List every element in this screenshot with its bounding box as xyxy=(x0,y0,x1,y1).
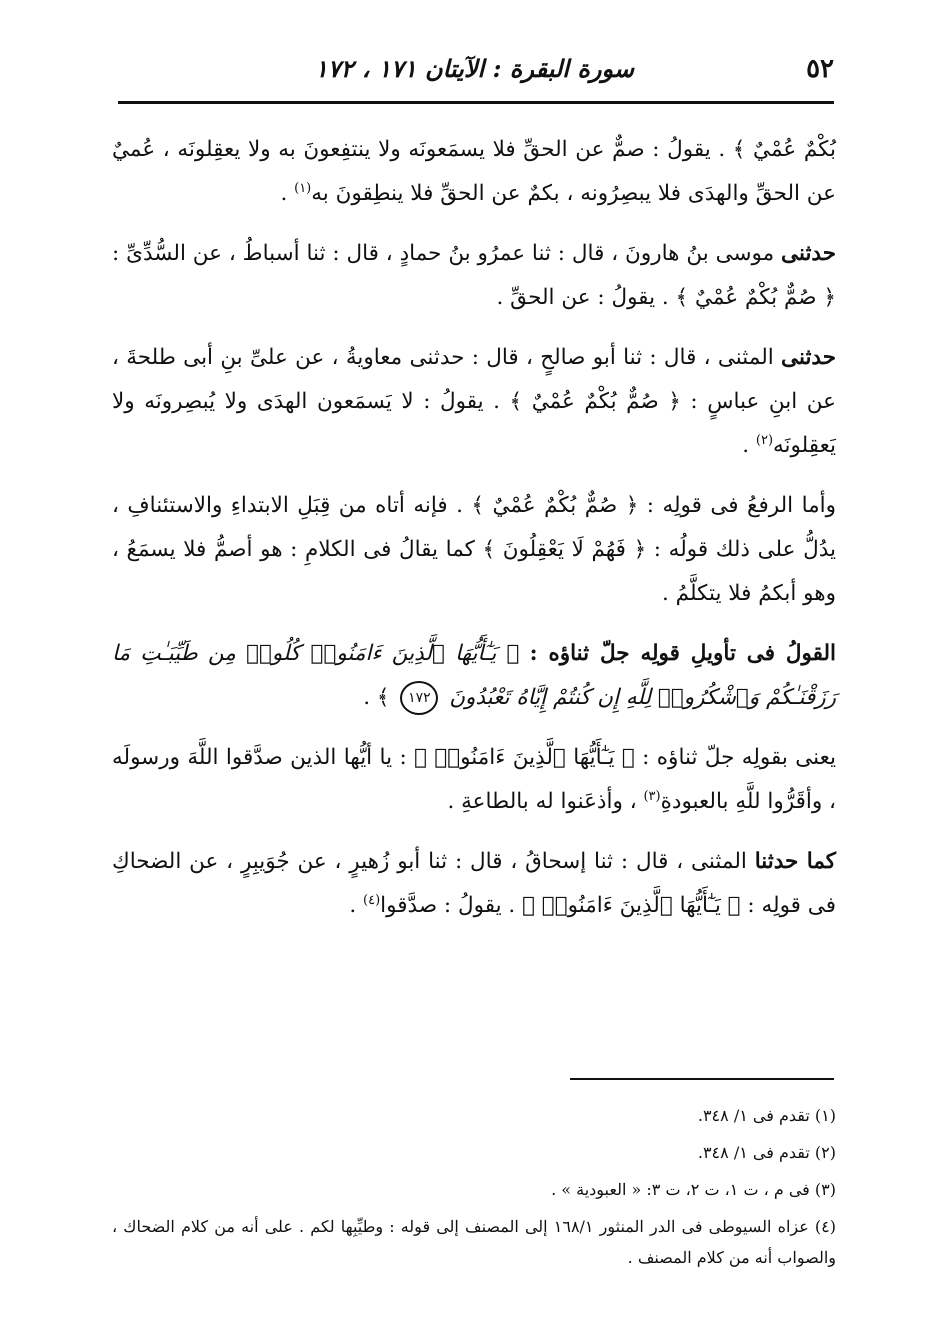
quran-verse: ﴿ يَـٰٓأَيُّهَا ٱلَّذِينَ ءَامَنُوا۟ كُلُوا۟ مِن طَيِّبَـٰتِ مَا رَزَقْنَـٰكُمْ وَٱشْكُرُوا۟ لِلَّهِ إِن كُنتُمْ إِيَّاهُ تَعْبُدُونَ xyxy=(112,641,836,710)
footnote-4: (٤) عزاه السيوطى فى الدر المنثور ١٦٨/١ إلى المصنف إلى قوله : وطيِّبِها لكم . على أنه من كلام الضحاك ، والصواب أنه من كلام المصنف . xyxy=(112,1217,836,1267)
paragraph-6 xyxy=(112,736,836,824)
ayah-number-marker: ١٧٢ xyxy=(400,681,438,715)
paragraph-6-text: يعنى بقولِه جلّ ثناؤه : ﴿ يَـٰٓأَيُّهَا ٱلَّذِينَ ءَامَنُوا۟ ﴾ : يا أيُّها الذين صدَّقوا اللَّهَ ورسولَه ، وأقَرُّوا للَّهِ بالعبودةِ xyxy=(112,745,836,814)
paragraph-4-text: وأما الرفعُ فى قولِه : ﴿ صُمٌّ بُكْمٌ عُمْيٌ ﴾ . فإنه أتاه من قِبَلِ الابتداءِ والاستئنافِ ، يدُلُّ على ذلك قولُه : ﴿ فَهُمْ لَا يَعْقِلُونَ ﴾ كما يقالُ فى الكلامِ : هو أصمُّ فلا يسمَعُ ، وهو أبكمُ فلا يتكلَّمُ . xyxy=(112,493,836,606)
footnote-ref-3: (٣) xyxy=(643,788,661,804)
footnote-ref-4: (٤) xyxy=(363,892,381,908)
paragraph-2-text: موسى بنُ هارونَ ، قال : ثنا عمرُو بنُ حمادٍ ، قال : ثنا أسباطُ ، عن السُّدِّىِّ : ﴿ صُمٌّ بُكْمٌ عُمْيٌ ﴾ . يقولُ : عن الحقِّ . xyxy=(112,241,836,310)
running-title: سورة البقرة : الآيتان ١٧١ ، ١٧٢ xyxy=(314,54,634,83)
paragraph-1-text: بُكْمٌ عُمْيٌ ﴾ . يقولُ : صمٌّ عن الحقِّ فلا يسمَعونَه ولا ينتفِعونَ به ولا يعقِلونَه ، عُميٌ عن الحقِّ والهدَى فلا يبصِرُونه ، بكمٌ عن الحقِّ فلا ينطِقونَ به xyxy=(112,137,836,206)
paragraph-7-lead: كما حدثنا xyxy=(754,849,836,874)
footnote-1: (١) تقدم فى ١/ ٣٤٨. xyxy=(697,1106,836,1125)
paragraph-3-lead: حدثنى xyxy=(781,345,836,370)
paragraph-3-text: المثنى ، قال : ثنا أبو صالحٍ ، قال : حدثنى معاويةُ ، عن علىِّ بنِ أبى طلحةَ ، عن ابنِ عباسٍ : ﴿ صُمٌّ بُكْمٌ عُمْيٌ ﴾ . يقولُ : لا يَسمَعون الهدَى ولا يُبصِرونَه ولا يَعقِلونَه xyxy=(112,345,836,458)
paragraph-4 xyxy=(112,484,836,616)
footnote-separator xyxy=(570,1078,834,1080)
footnote-ref-2: (٢) xyxy=(755,432,774,448)
footnote-ref-1: (١) xyxy=(294,180,312,196)
paragraph-3-end: . xyxy=(742,433,756,458)
paragraph-7 xyxy=(112,840,836,928)
paragraph-6-end: ، وأذعَنوا له بالطاعةِ . xyxy=(447,789,644,814)
section-heading: القولُ فى تأويلِ قولِه جلّ ثناؤه : xyxy=(529,641,836,666)
page-number: ٥٢ xyxy=(806,54,834,84)
footnotes xyxy=(112,1100,836,1279)
page-header xyxy=(118,48,834,96)
paragraph-3 xyxy=(112,336,836,468)
section-heading-end: ﴾ . xyxy=(363,685,397,710)
footnote-2: (٢) تقدم فى ١/ ٣٤٨. xyxy=(697,1143,836,1162)
paragraph-7-text: المثنى ، قال : ثنا إسحاقُ ، قال : ثنا أبو زُهيرٍ ، عن جُوَيبِرٍ ، عن الضحاكِ فى قولِه : ﴿ يَـٰٓأَيُّهَا ٱلَّذِينَ ءَامَنُوا۟ ﴾ . يقولُ : صدَّقوا xyxy=(112,849,836,918)
paragraph-1-end: . xyxy=(280,181,295,206)
paragraph-7-end: . xyxy=(349,893,364,918)
paragraph-2-lead: حدثنى xyxy=(781,241,836,266)
main-text xyxy=(112,128,836,944)
paragraph-1 xyxy=(112,128,836,216)
paragraph-2 xyxy=(112,232,836,320)
section-heading-paragraph xyxy=(112,632,836,720)
footnote-3: (٣) فى م ، ت ١، ت ٢، ت ٣: « العبودية » . xyxy=(551,1180,836,1199)
header-rule xyxy=(118,101,834,104)
